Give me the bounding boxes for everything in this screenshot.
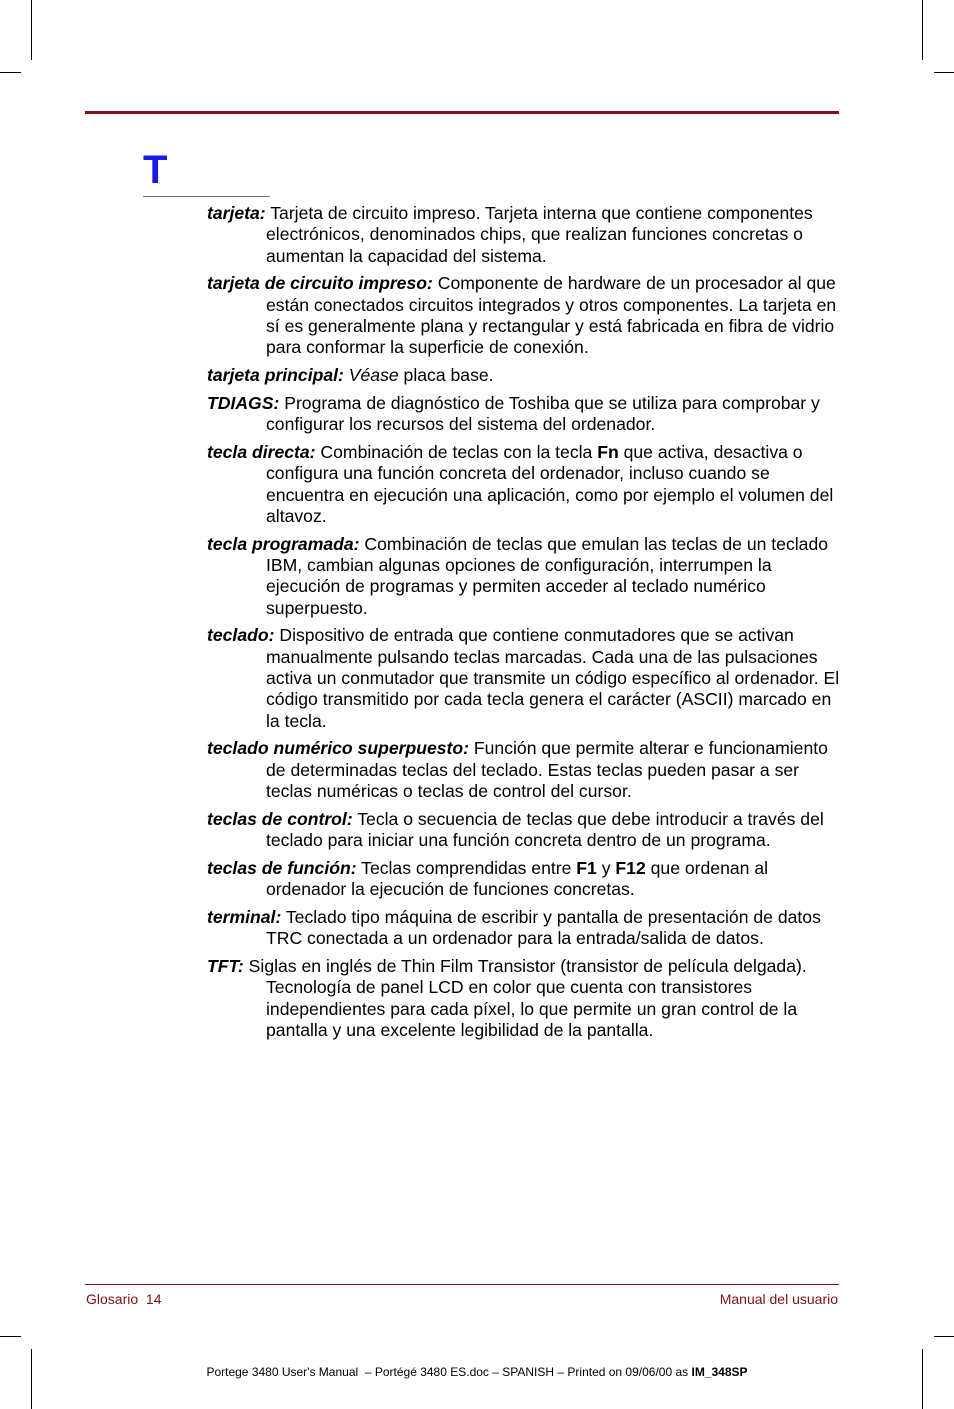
entry-term: tarjeta principal: — [207, 365, 344, 386]
footer-manual-title: Manual del usuario — [719, 1291, 838, 1307]
crop-mark — [31, 0, 32, 60]
crop-mark — [934, 72, 954, 73]
glossary-entry — [207, 442, 841, 527]
crop-mark — [934, 1336, 954, 1337]
entry-definition: placa base. — [398, 365, 494, 386]
crop-mark — [922, 1349, 923, 1409]
glossary-entry — [207, 393, 841, 436]
print-info-code: IM_348SP — [691, 1365, 748, 1379]
crop-mark — [922, 0, 923, 60]
entry-definition: que ordenan al ordenador la ejecución de funciones concretas. — [266, 857, 769, 900]
entry-term: TDIAGS: — [207, 392, 280, 413]
glossary-entry — [207, 273, 841, 358]
glossary-entry — [207, 907, 841, 950]
footer-rule — [85, 1284, 839, 1285]
entry-definition: y — [596, 857, 616, 878]
entry-definition-italic: Véase — [348, 365, 399, 386]
entry-definition-key: F1 — [576, 857, 597, 878]
entry-definition: Teclado tipo máquina de escribir y pantalla de presentación de datos TRC conectada a un ordenador para la entrada/salida de datos. — [266, 906, 821, 949]
header-rule — [85, 111, 839, 114]
print-info-text: Portege 3480 User's Manual – Portégé 3480 ES.doc – SPANISH – Printed on 09/06/00 as — [206, 1365, 692, 1379]
entry-definition: Tecla o secuencia de teclas que debe introducir a través del teclado para iniciar una función concreta dentro de un programa. — [266, 808, 824, 851]
section-letter: T — [143, 148, 168, 192]
entry-definition-key: F12 — [615, 857, 646, 878]
entry-definition: Programa de diagnóstico de Toshiba que se utiliza para comprobar y configurar los recursos del sistema del ordenador. — [266, 392, 820, 435]
entry-definition: Función que permite alterar e funcionamiento de determinadas teclas del teclado. Estas teclas pueden pasar a ser teclas numéricas o teclas de control del cursor. — [266, 738, 828, 801]
entry-definition: Dispositivo de entrada que contiene conmutadores que se activan manualmente pulsando teclas marcadas. Cada una de las pulsaciones activa un conmutador que transmite un código específico al ordenador. El código transmitido por cada tecla genera el carácter (ASCII) marcado en la tecla. — [266, 625, 840, 731]
entry-definition-key: Fn — [597, 441, 619, 462]
glossary-entry — [207, 738, 841, 802]
entry-term: teclas de función: — [207, 857, 357, 878]
entry-definition: que activa, desactiva o configura una función concreta del ordenador, incluso cuando se encuentra en ejecución una aplicación, como por ejemplo el volumen del altavoz. — [266, 441, 834, 526]
entry-term: tarjeta de circuito impreso: — [207, 273, 433, 294]
section-letter-underline — [143, 196, 270, 197]
entry-definition: Combinación de teclas que emulan las teclas de un teclado IBM, cambian algunas opciones de configuración, interrumpen la ejecución de programas y permiten acceder al teclado numérico superpuesto. — [266, 533, 829, 618]
entry-definition: Tarjeta de circuito impreso. Tarjeta interna que contiene componentes electrónicos, denominados chips, que realizan funciones concretas o aumentan la capacidad del sistema. — [265, 203, 813, 266]
entry-term: TFT: — [207, 956, 244, 976]
entry-definition: Teclas comprendidas entre — [356, 857, 577, 878]
glossary-entry — [207, 625, 841, 731]
crop-mark — [0, 1336, 21, 1337]
entry-definition: Siglas en inglés de Thin Film Transistor (transistor de película delgada). Tecnología de panel LCD en color que cuenta con transistores independientes para cada píxel, lo que permite un gran control de la pantalla y una excelente legibilidad de la pantalla. — [243, 956, 807, 1040]
entry-term: teclado: — [207, 625, 275, 646]
glossary-entry — [207, 203, 841, 267]
crop-mark — [0, 72, 21, 73]
entry-term: tecla programada: — [207, 533, 360, 554]
glossary-entry — [207, 858, 841, 901]
glossary-entry — [207, 365, 841, 386]
entry-definition: Combinación de teclas con la tecla — [315, 441, 598, 462]
crop-mark — [31, 1349, 32, 1409]
entry-term: terminal: — [207, 906, 282, 927]
entry-term: teclas de control: — [207, 808, 353, 829]
glossary-entry — [207, 956, 841, 1041]
glossary-entry — [207, 809, 841, 852]
print-info — [0, 1365, 954, 1379]
glossary-entry — [207, 534, 841, 619]
entry-term: tecla directa: — [207, 441, 316, 462]
entry-term: teclado numérico superpuesto: — [207, 738, 469, 759]
glossary-entries — [207, 203, 841, 1048]
entry-term: tarjeta: — [207, 203, 266, 223]
entry-definition: Componente de hardware de un procesador al que están conectados circuitos integrados y otros componentes. La tarjeta en sí es generalmente plana y rectangular y está fabricada en fibra de vidrio para conformar la superficie de conexión. — [266, 273, 837, 358]
footer-page-label: Glosario 14 — [86, 1291, 162, 1307]
